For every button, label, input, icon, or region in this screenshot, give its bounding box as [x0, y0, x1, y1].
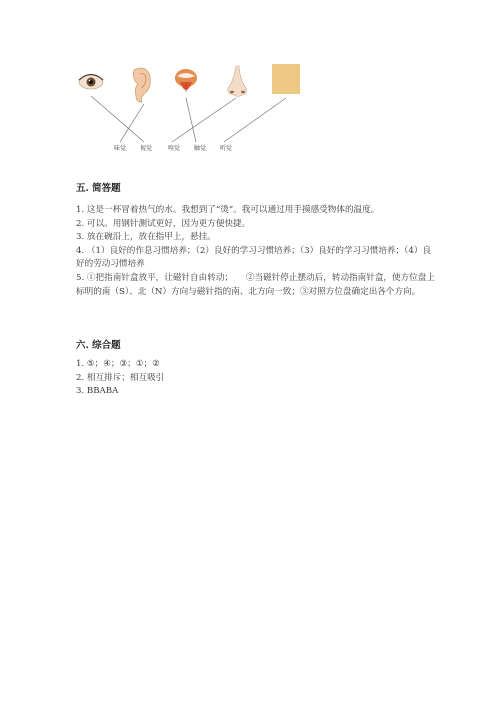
- answer-item: 4. （1）良好的作息习惯培养；（2）良好的学习习惯培养；（3）良好的学习习惯培养；（4）良好的劳动习惯培养: [76, 245, 432, 270]
- tongue-icon: [175, 69, 197, 92]
- answer-item: 2. 相互排斥；相互吸引: [76, 372, 165, 383]
- answer-item: 2. 可以。用钢针测试更好，因为更方便快捷。: [76, 218, 251, 229]
- eye-icon: [79, 75, 103, 90]
- comprehensive-answer-list: [76, 358, 436, 399]
- answer-item: 1. 这是一杯冒着热气的水。我想到了“烫”。我可以通过用手摸感受物体的温度。: [76, 205, 380, 215]
- sense-label: 触觉: [193, 145, 207, 152]
- answer-item: 3. BBABA: [76, 386, 119, 397]
- section-title-short-answer: 五. 简答题: [76, 183, 121, 194]
- sense-label: 嗅觉: [167, 145, 181, 152]
- ear-icon: [134, 68, 151, 102]
- skin-icon: [272, 64, 300, 94]
- answer-item: 1. ⑤；④；③；①；②: [76, 359, 160, 369]
- sense-label: 视觉: [139, 145, 153, 152]
- senses-matching-figure: [76, 58, 306, 158]
- sense-label: 听觉: [219, 145, 233, 152]
- short-answer-list: [76, 204, 436, 299]
- matching-lines: [91, 96, 286, 142]
- section-title-comprehensive: 六. 综合题: [76, 340, 121, 351]
- sense-label: 味觉: [113, 145, 127, 152]
- answer-item: 5. ①把指南针盒放平，让磁针自由转动； ②当磁针停止摆动后，转动指南针盒，使方位盘上标明的南（S）、北（N）方向与磁针指的南、北方向一致；③对照方位盘确定出各个方向。: [76, 272, 435, 297]
- answer-item: 3. 放在碗沿上，放在指甲上，悬挂。: [76, 232, 216, 243]
- nose-icon: [228, 66, 247, 97]
